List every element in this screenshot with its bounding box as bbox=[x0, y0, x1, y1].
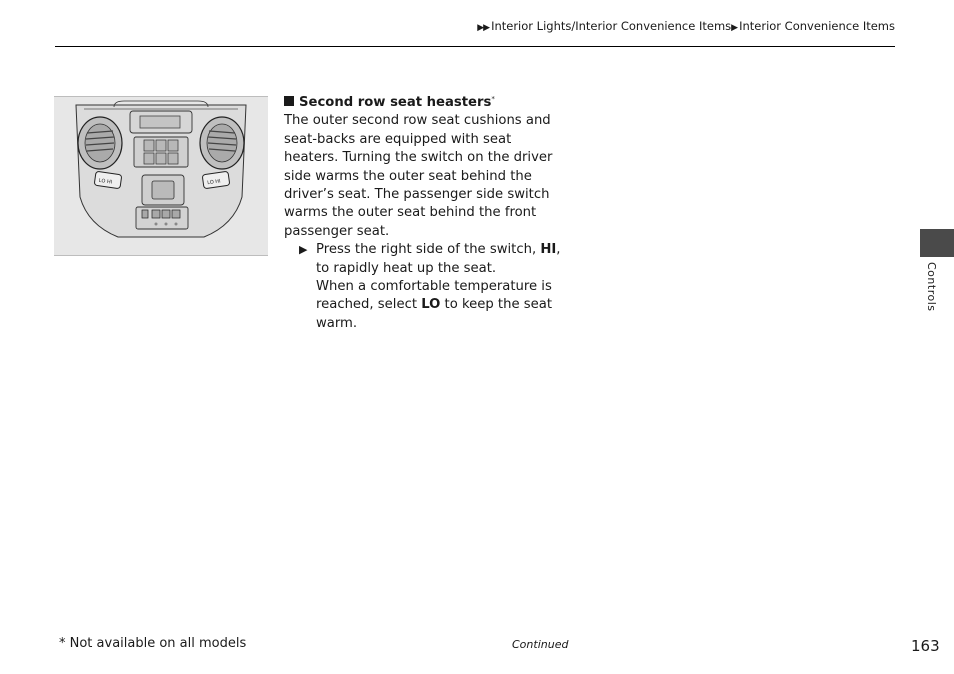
right-seat-heater-switch[interactable] bbox=[202, 171, 230, 188]
arrow-icon: ▶ bbox=[731, 23, 738, 33]
arrow-icon: ▶ bbox=[299, 243, 308, 257]
header-rule bbox=[55, 46, 895, 47]
instruction-2-post: to keep the seat warm. bbox=[316, 297, 552, 331]
console-drawing bbox=[54, 97, 268, 255]
footnote-mark: * bbox=[491, 95, 495, 103]
double-arrow-icon: ▶▶ bbox=[477, 23, 490, 33]
instruction-2-pre: When a comfortable temperature is reached, select bbox=[316, 279, 552, 313]
chapter-tab[interactable] bbox=[920, 229, 954, 257]
breadcrumb bbox=[477, 19, 895, 33]
console-illustration bbox=[54, 96, 268, 256]
page-number: 163 bbox=[911, 637, 940, 655]
lo-setting: LO bbox=[421, 297, 441, 313]
instruction-1-pre: Press the right side of the switch, bbox=[316, 242, 541, 258]
section-heading bbox=[284, 90, 569, 112]
footnote: * Not available on all models bbox=[59, 636, 247, 651]
left-vent-icon bbox=[78, 117, 122, 169]
square-bullet-icon bbox=[284, 96, 294, 106]
continued-label: Continued bbox=[512, 638, 569, 651]
right-vent-icon bbox=[200, 117, 244, 169]
instruction-1-post: , to rapidly heat up the seat. bbox=[316, 242, 561, 276]
chapter-label: Controls bbox=[925, 262, 938, 312]
right-switch-label: LO HI bbox=[206, 178, 222, 187]
left-switch-label: LO HI bbox=[98, 177, 113, 186]
seat-heater-section bbox=[284, 90, 569, 333]
section-body: The outer second row seat cushions and seat-backs are equipped with seat heaters. Turning the switch on the driver side warms the outer seat behind the driver’s seat. The passenger side switch warms the outer seat behind the front passenger seat. bbox=[284, 113, 553, 239]
instruction-item bbox=[299, 241, 569, 333]
section-title: Second row seat heasters bbox=[299, 95, 492, 110]
hi-setting: HI bbox=[540, 242, 557, 258]
breadcrumb-part-2[interactable]: Interior Convenience Items bbox=[739, 19, 895, 33]
left-seat-heater-switch[interactable] bbox=[94, 171, 122, 188]
breadcrumb-part-1[interactable]: Interior Lights/Interior Convenience Items bbox=[491, 19, 732, 33]
